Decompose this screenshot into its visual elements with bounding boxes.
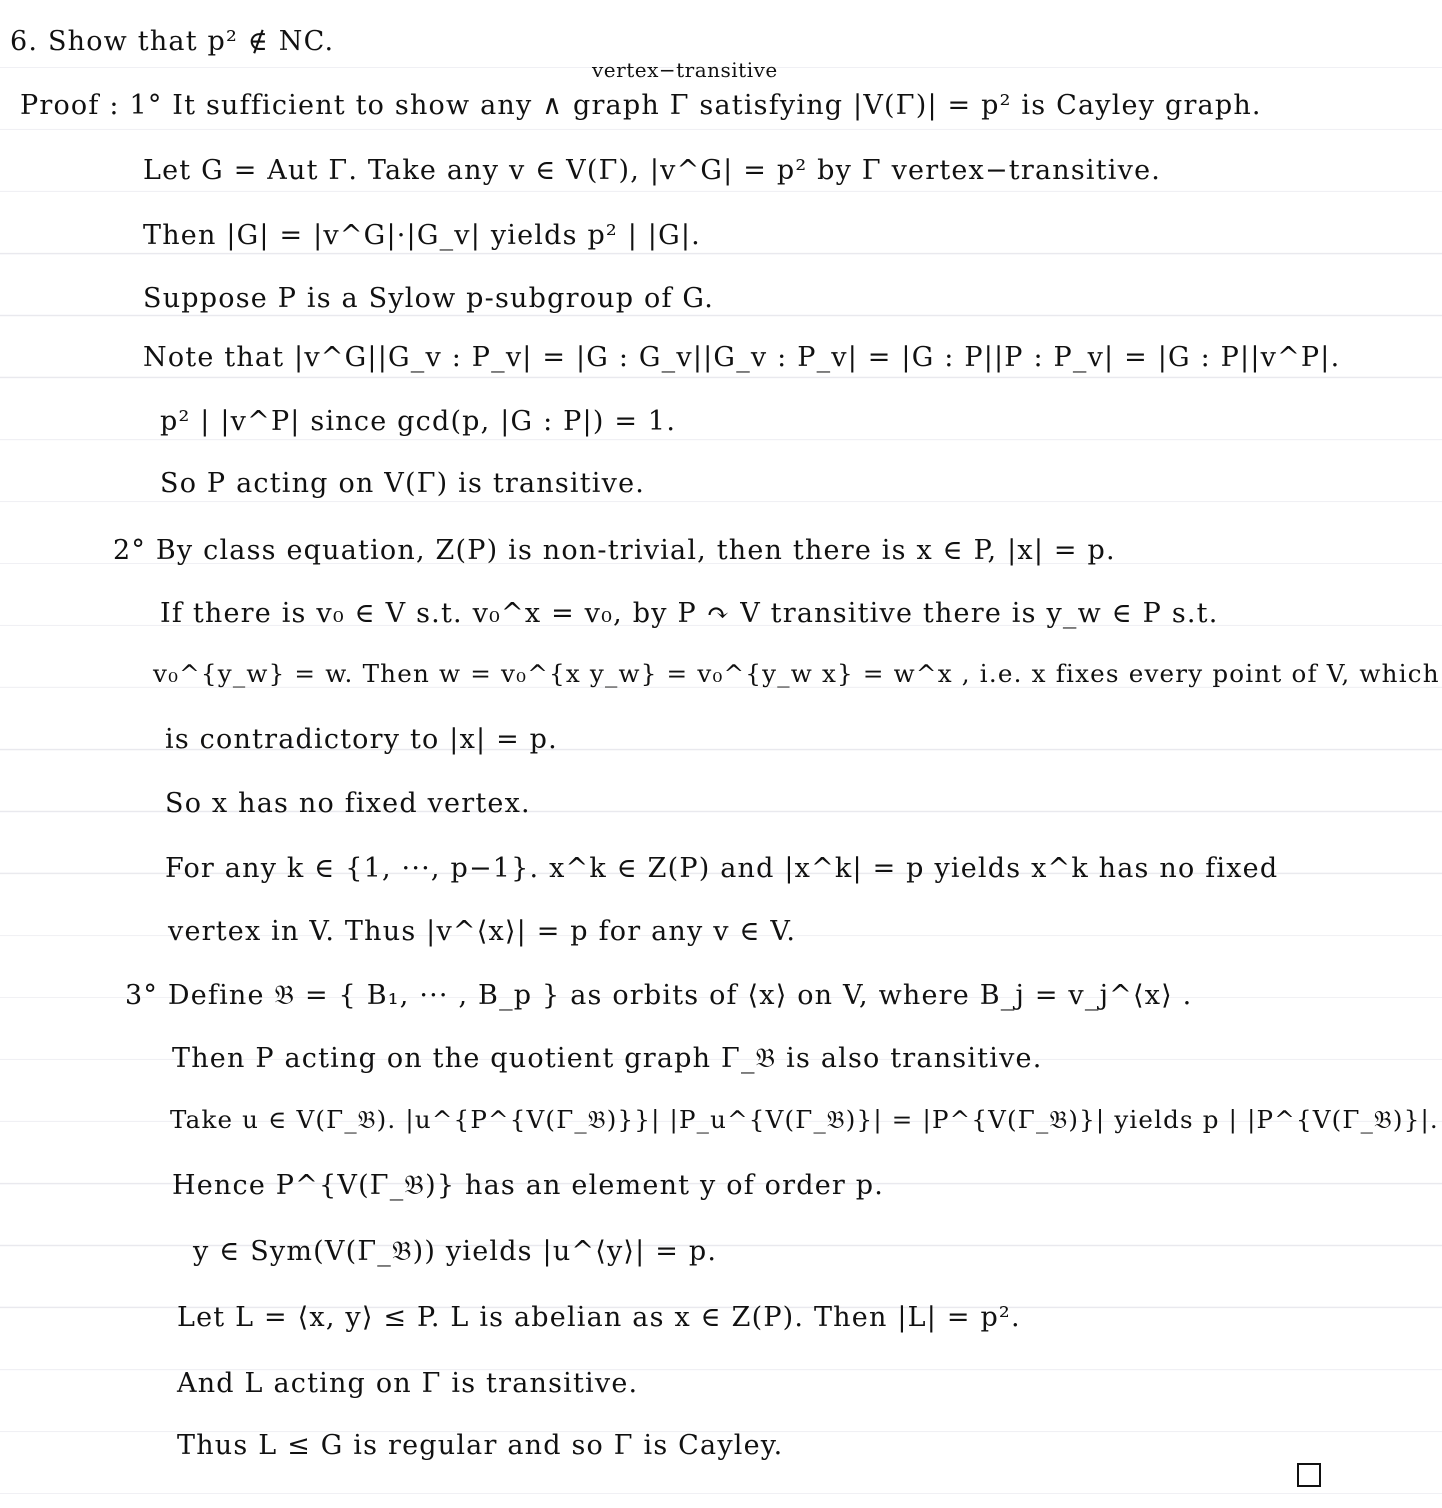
proof-line: y ∈ Sym(V(Γ_𝔅)) yields |u^⟨y⟩| = p.	[193, 1236, 718, 1267]
proof-line: Proof : 1° It sufficient to show any ∧ graph Γ satisfying |V(Γ)| = p² is Cayley graph.	[20, 90, 1262, 121]
proof-line: p² | |v^P| since gcd(p, |G : P|) = 1.	[160, 406, 677, 437]
proof-line: v₀^{y_w} = w. Then w = v₀^{x y_w} = v₀^{y_w x} = w^x , i.e. x fixes every point of V, which	[153, 659, 1440, 688]
proof-line: Let G = Aut Γ. Take any v ∈ V(Γ), |v^G| = p² by Γ vertex−transitive.	[143, 155, 1162, 186]
qed-box-icon	[1297, 1463, 1321, 1487]
proof-line: So x has no fixed vertex.	[165, 788, 531, 819]
proof-line: 3° Define 𝔅 = { B₁, ··· , B_p } as orbits of ⟨x⟩ on V, where B_j = v_j^⟨x⟩ .	[125, 980, 1193, 1011]
proof-line: And L acting on Γ is transitive.	[177, 1368, 639, 1399]
proof-line: For any k ∈ {1, ···, p−1}. x^k ∈ Z(P) and |x^k| = p yields x^k has no fixed	[165, 853, 1279, 884]
proof-line: is contradictory to |x| = p.	[165, 724, 558, 755]
proof-line: 2° By class equation, Z(P) is non-trivial, then there is x ∈ P, |x| = p.	[113, 535, 1116, 566]
proof-line: If there is v₀ ∈ V s.t. v₀^x = v₀, by P ↷ V transitive there is y_w ∈ P s.t.	[160, 598, 1219, 629]
proof-line: Let L = ⟨x, y⟩ ≤ P. L is abelian as x ∈ Z(P). Then |L| = p².	[177, 1302, 1021, 1333]
proof-line: Take u ∈ V(Γ_𝔅). |u^{P^{V(Γ_𝔅)}}| |P_u^{V(Γ_𝔅)}| = |P^{V(Γ_𝔅)}| yields p | |P^{V(Γ_𝔅)}|.	[170, 1105, 1439, 1134]
problem-statement: 6. Show that p² ∉ NC.	[10, 26, 335, 57]
proof-line: Note that |v^G||G_v : P_v| = |G : G_v||G_v : P_v| = |G : P||P : P_v| = |G : P||v^P|.	[143, 342, 1341, 373]
proof-line: Suppose P is a Sylow p-subgroup of G.	[143, 283, 715, 314]
proof-line: Then P acting on the quotient graph Γ_𝔅 is also transitive.	[172, 1043, 1043, 1074]
proof-line: Then |G| = |v^G|·|G_v| yields p² | |G|.	[143, 220, 701, 251]
insertion-note: vertex−transitive	[592, 58, 778, 82]
proof-line: vertex in V. Thus |v^⟨x⟩| = p for any v ∈ V.	[168, 916, 797, 947]
proof-line: So P acting on V(Γ) is transitive.	[160, 468, 646, 499]
proof-line: Hence P^{V(Γ_𝔅)} has an element y of order p.	[172, 1170, 885, 1201]
proof-line: Thus L ≤ G is regular and so Γ is Cayley.	[177, 1430, 784, 1461]
